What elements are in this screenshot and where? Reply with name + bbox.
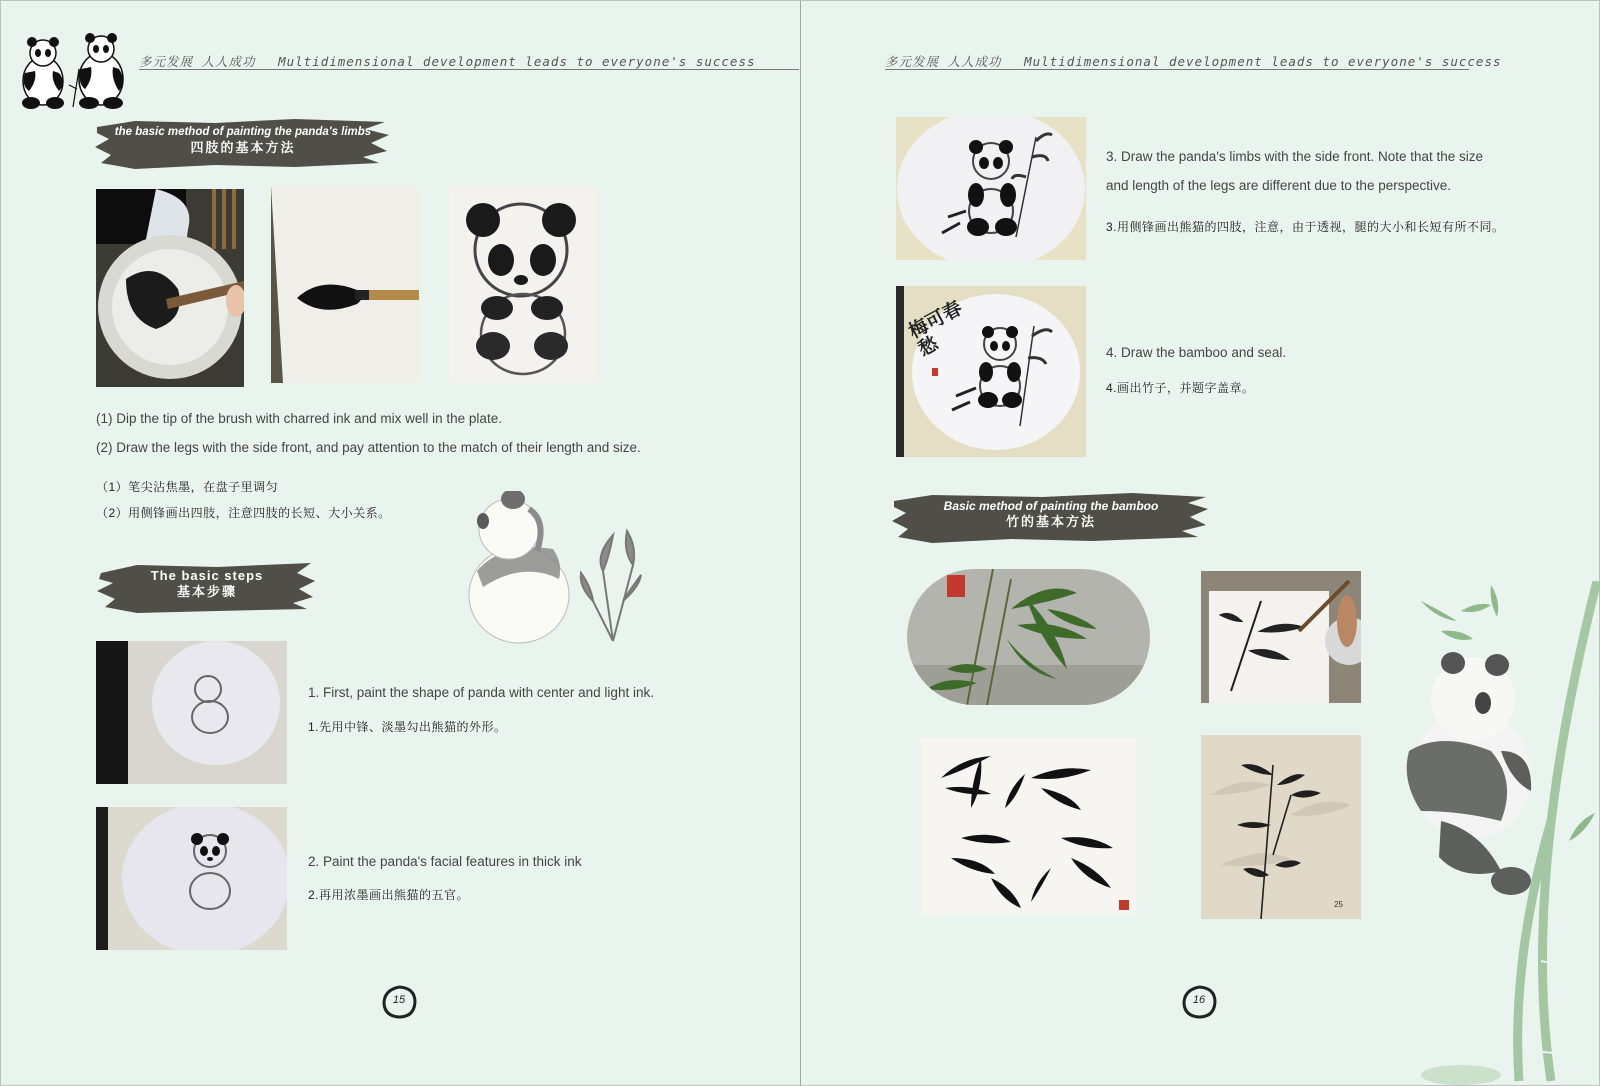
- step2-text-cn: 2.再用浓墨画出熊猫的五官。: [308, 888, 470, 902]
- photo-bamboo-plant: [907, 569, 1150, 705]
- limbs-text-en-1: (1) Dip the tip of the brush with charred ink and mix well in the plate.: [96, 411, 502, 426]
- step3-text-en: 3. Draw the panda's limbs with the side front. Note that the size and length of the legs are different due to the perspective.: [1106, 149, 1484, 193]
- running-head-right: [885, 52, 1502, 70]
- step3-text-cn: 3.用侧锋画出熊猫的四肢，注意，由于透视，腿的大小和长短有所不同。: [1106, 220, 1505, 234]
- photo-caption: 25: [1334, 900, 1343, 909]
- sitting-panda-illustration: [463, 491, 653, 651]
- banner-en: The basic steps: [150, 568, 264, 583]
- banner-text: [95, 124, 391, 156]
- page-gutter: [800, 1, 801, 1086]
- photo-painting-bamboo: [1201, 571, 1361, 703]
- page-number-text: 15: [392, 994, 406, 1006]
- limbs-text-en-2: (2) Draw the legs with the side front, and pay attention to the match of their length and size.: [96, 440, 641, 455]
- photo-bamboo-wash: [1201, 735, 1361, 919]
- panda-pair-logo: [13, 29, 133, 111]
- photo-step3-limbs: [896, 117, 1086, 260]
- running-head-cn: 多元发展 人人成功: [139, 54, 256, 69]
- banner-text: [97, 568, 317, 600]
- running-head-en: Multidimensional development leads to everyone's success: [278, 54, 756, 69]
- running-head-en: Multidimensional development leads to everyone's success: [1024, 54, 1502, 69]
- page-number-right: [1179, 984, 1219, 1020]
- step1-text-en: 1. First, paint the shape of panda with center and light ink.: [308, 685, 654, 700]
- banner-en: Basic method of painting the bamboo: [943, 499, 1159, 513]
- photo-panda-limbs: [449, 186, 597, 383]
- photo-bamboo-leaves-sheet: [921, 738, 1136, 915]
- panda-bamboo-illustration: [1401, 581, 1600, 1085]
- banner-en: the basic method of painting the panda's limbs: [114, 126, 372, 138]
- section-banner-limbs: [95, 117, 391, 171]
- page-number-left: [379, 984, 419, 1020]
- step4-text-en: 4. Draw the bamboo and seal.: [1106, 345, 1287, 360]
- banner-cn: 四肢的基本方法: [190, 140, 296, 155]
- running-head-left: [139, 52, 799, 70]
- photo-step2-face: [96, 807, 287, 950]
- limbs-text-cn-1: （1）笔尖沾焦墨，在盘子里调匀: [96, 480, 279, 494]
- photo-brush-stroke: [271, 186, 419, 383]
- step2-text-en: 2. Paint the panda's facial features in thick ink: [308, 854, 582, 869]
- photo-ink-plate: [96, 189, 244, 387]
- step4-text-cn: 4.画出竹子，并题字盖章。: [1106, 381, 1255, 395]
- step1-text-cn: 1.先用中锋、淡墨勾出熊猫的外形。: [308, 720, 507, 734]
- page-number-text: 16: [1192, 994, 1206, 1006]
- fan-inscription: 梅可春愁: [905, 296, 966, 361]
- section-banner-bamboo: [892, 491, 1210, 545]
- limbs-text-cn-2: （2）用侧锋画出四肢，注意四肢的长短、大小关系。: [96, 506, 391, 520]
- banner-cn: 竹的基本方法: [1005, 514, 1096, 529]
- section-banner-steps: [97, 561, 317, 615]
- banner-cn: 基本步骤: [176, 584, 237, 599]
- photo-step4-bamboo-seal: [896, 286, 1086, 457]
- running-head-cn: 多元发展 人人成功: [885, 54, 1002, 69]
- photo-step1-outline: [96, 641, 287, 784]
- banner-text: [892, 498, 1210, 530]
